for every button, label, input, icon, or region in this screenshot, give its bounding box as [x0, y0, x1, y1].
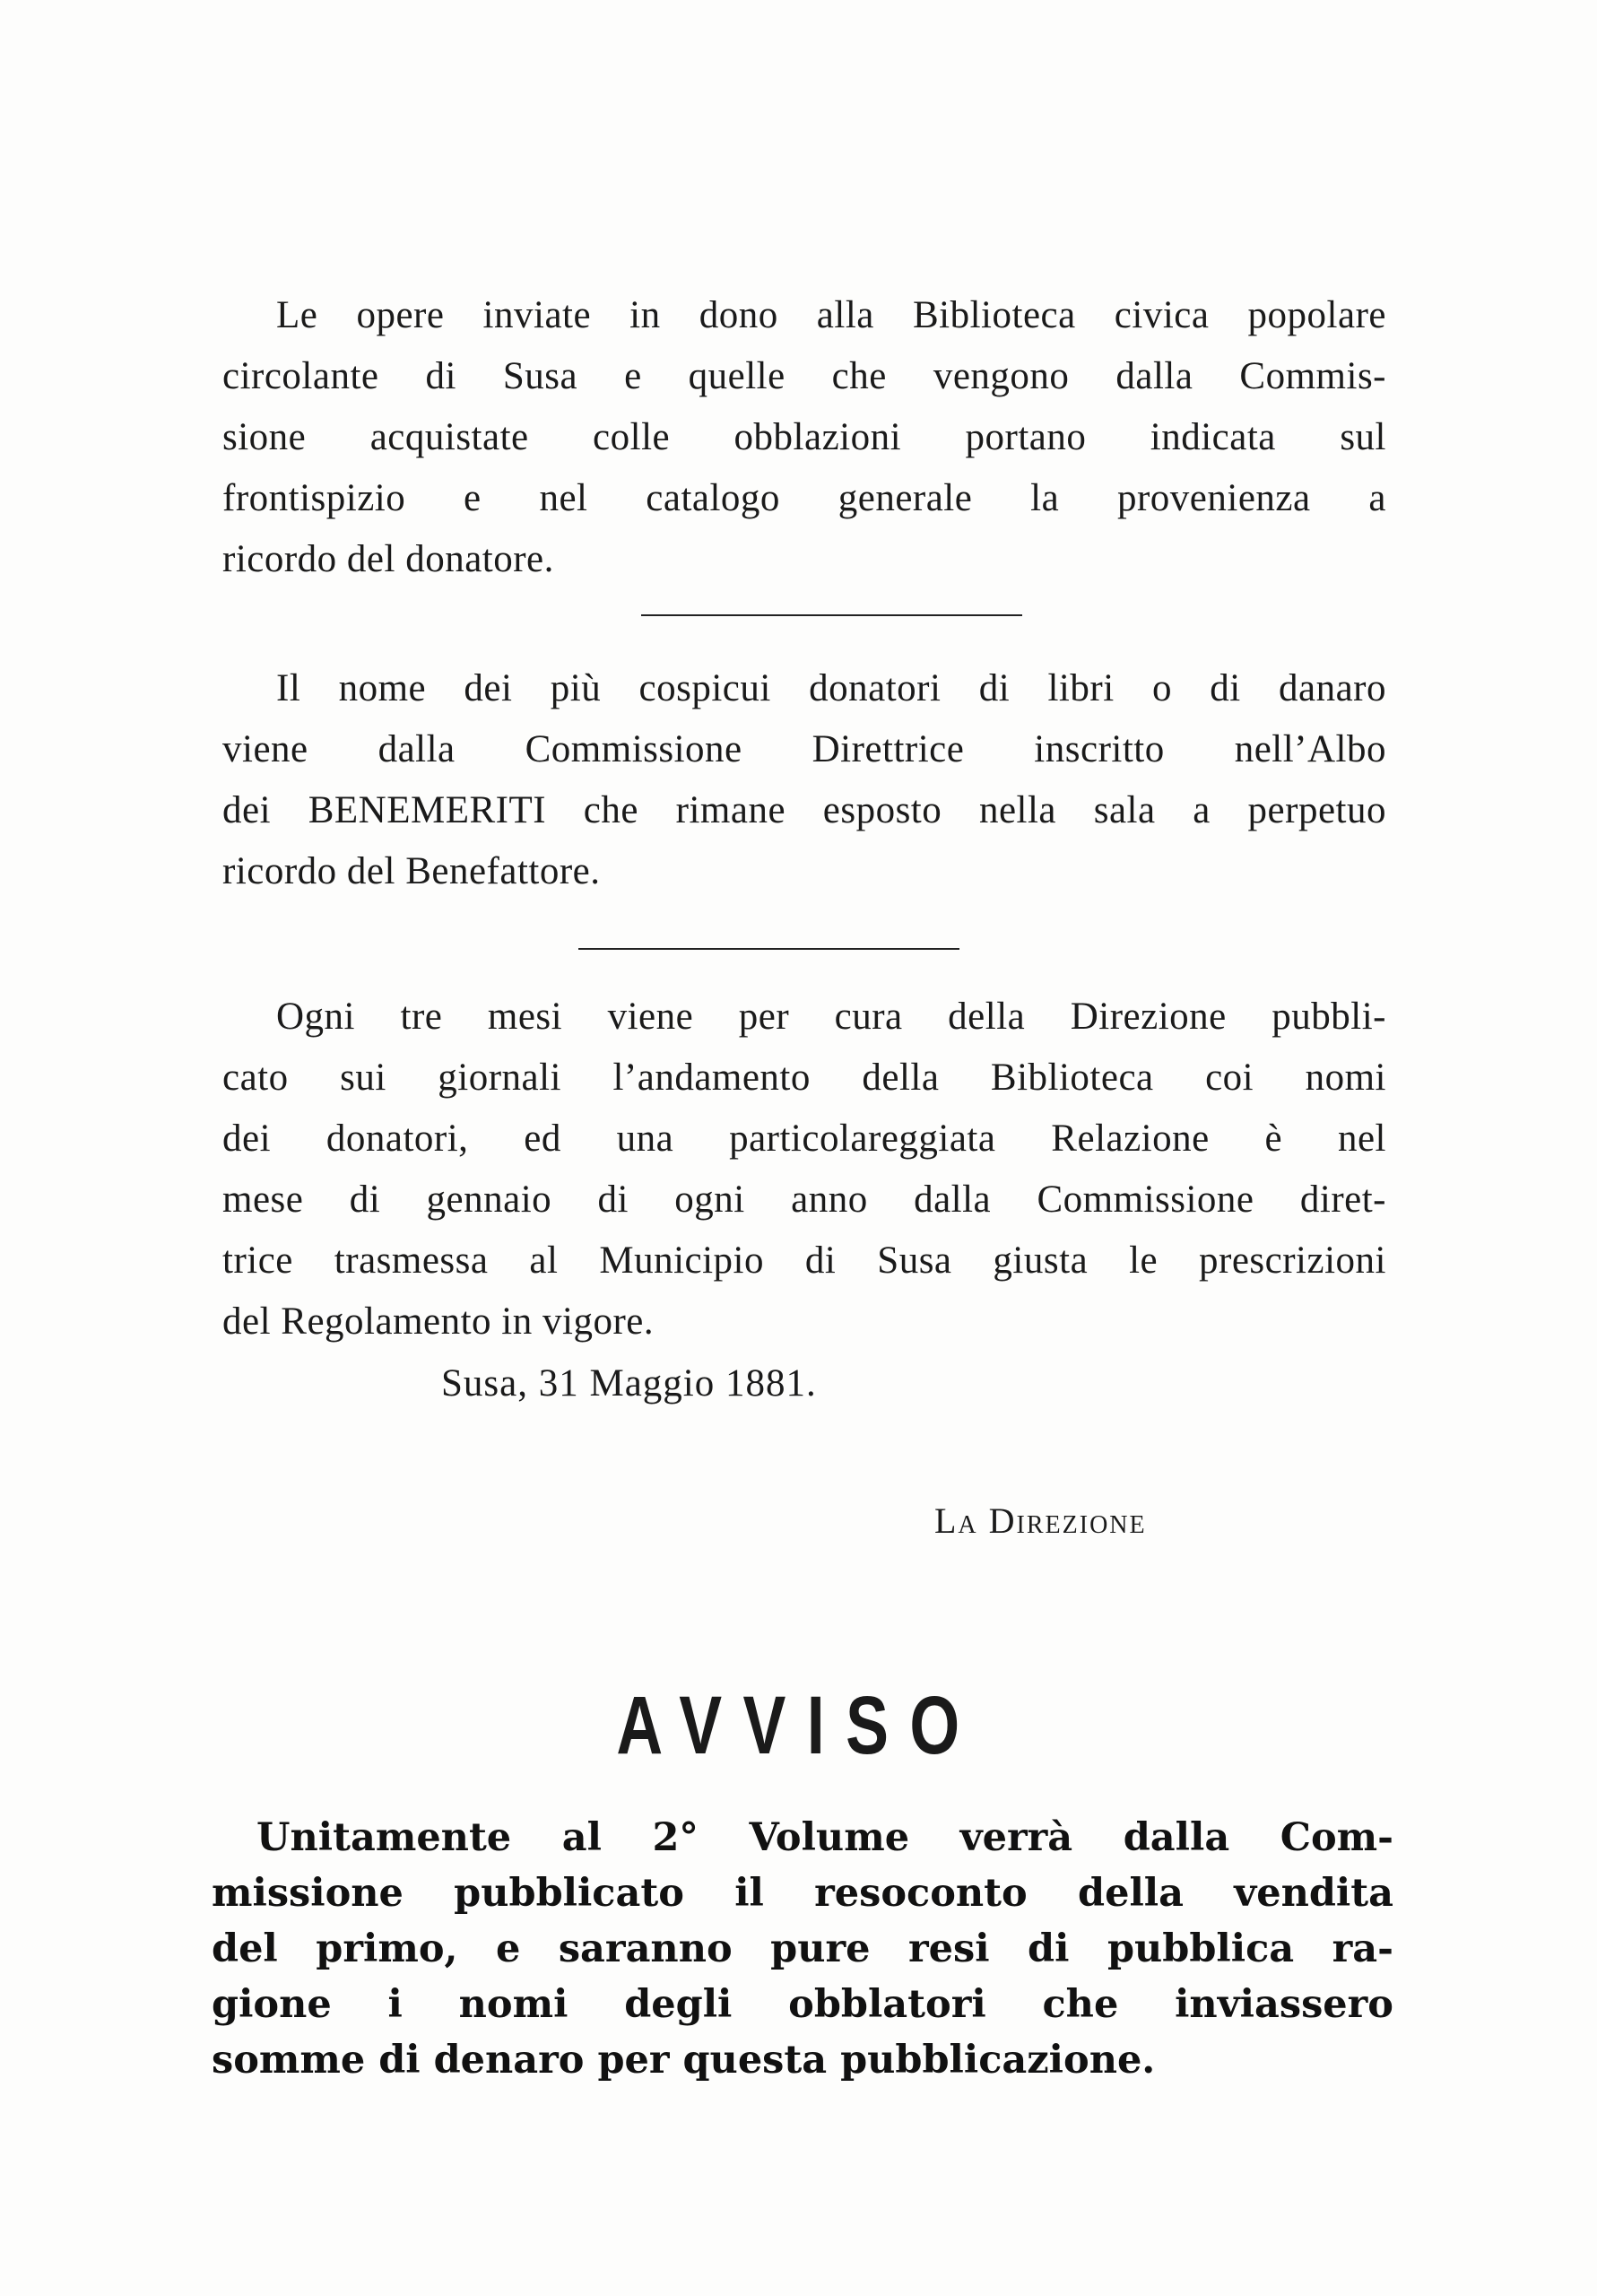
text-line: del Regolamento in vigore. [222, 1300, 655, 1343]
text-line: Ogni tre mesi viene per cura della Direzione pubbli- [276, 996, 1386, 1038]
paragraph-donations [222, 285, 1386, 590]
notice-line: del primo, e saranno pure resi di pubblica ra- [212, 1926, 1393, 1971]
notice-line: missione pubblicato il resoconto della vendita [212, 1871, 1393, 1916]
text-line: ricordo del donatore. [222, 538, 554, 580]
dateline: Susa, 31 Maggio 1881. [441, 1362, 817, 1405]
text-line: frontispizio e nel catalogo generale la provenienza a [222, 477, 1386, 519]
notice-line: somme di denaro per questa pubblicazione. [212, 2038, 1156, 2083]
text-line: cato sui giornali l’andamento della Biblioteca coi nomi [222, 1057, 1386, 1099]
text-line: dei donatori, ed una particolareggiata Relazione è nel [222, 1118, 1386, 1160]
notice-line: gione i nomi degli obblatori che inviassero [212, 1982, 1393, 2027]
text-line: mese di gennaio di ogni anno dalla Commissione diret- [222, 1178, 1386, 1221]
text-line: dei BENEMERITI che rimane esposto nella sala a perpetuo [222, 789, 1386, 831]
notice-line: Unitamente al 2° Volume verrà dalla Com- [256, 1815, 1393, 1860]
avviso-heading: AVVISO [616, 1680, 981, 1771]
text-line: sione acquistate colle obblazioni portano indicata sul [222, 416, 1386, 458]
text-line: circolante di Susa e quelle che vengono dalla Commis- [222, 355, 1386, 397]
paragraph-benefactors [222, 658, 1386, 902]
text-line: Le opere inviate in dono alla Biblioteca civica popolare [276, 294, 1386, 336]
paragraph-reports [222, 987, 1386, 1352]
avviso-notice [212, 1810, 1393, 2088]
text-line: trice trasmessa al Municipio di Susa giusta le prescrizioni [222, 1239, 1386, 1282]
text-line: viene dalla Commissione Direttrice inscritto nell’Albo [222, 728, 1386, 770]
divider-rule [641, 614, 1022, 616]
text-line: Il nome dei più cospicui donatori di libri o di danaro [276, 667, 1386, 709]
text-line: ricordo del Benefattore. [222, 850, 601, 892]
divider-rule [578, 948, 959, 950]
signature: La Direzione [934, 1500, 1147, 1541]
